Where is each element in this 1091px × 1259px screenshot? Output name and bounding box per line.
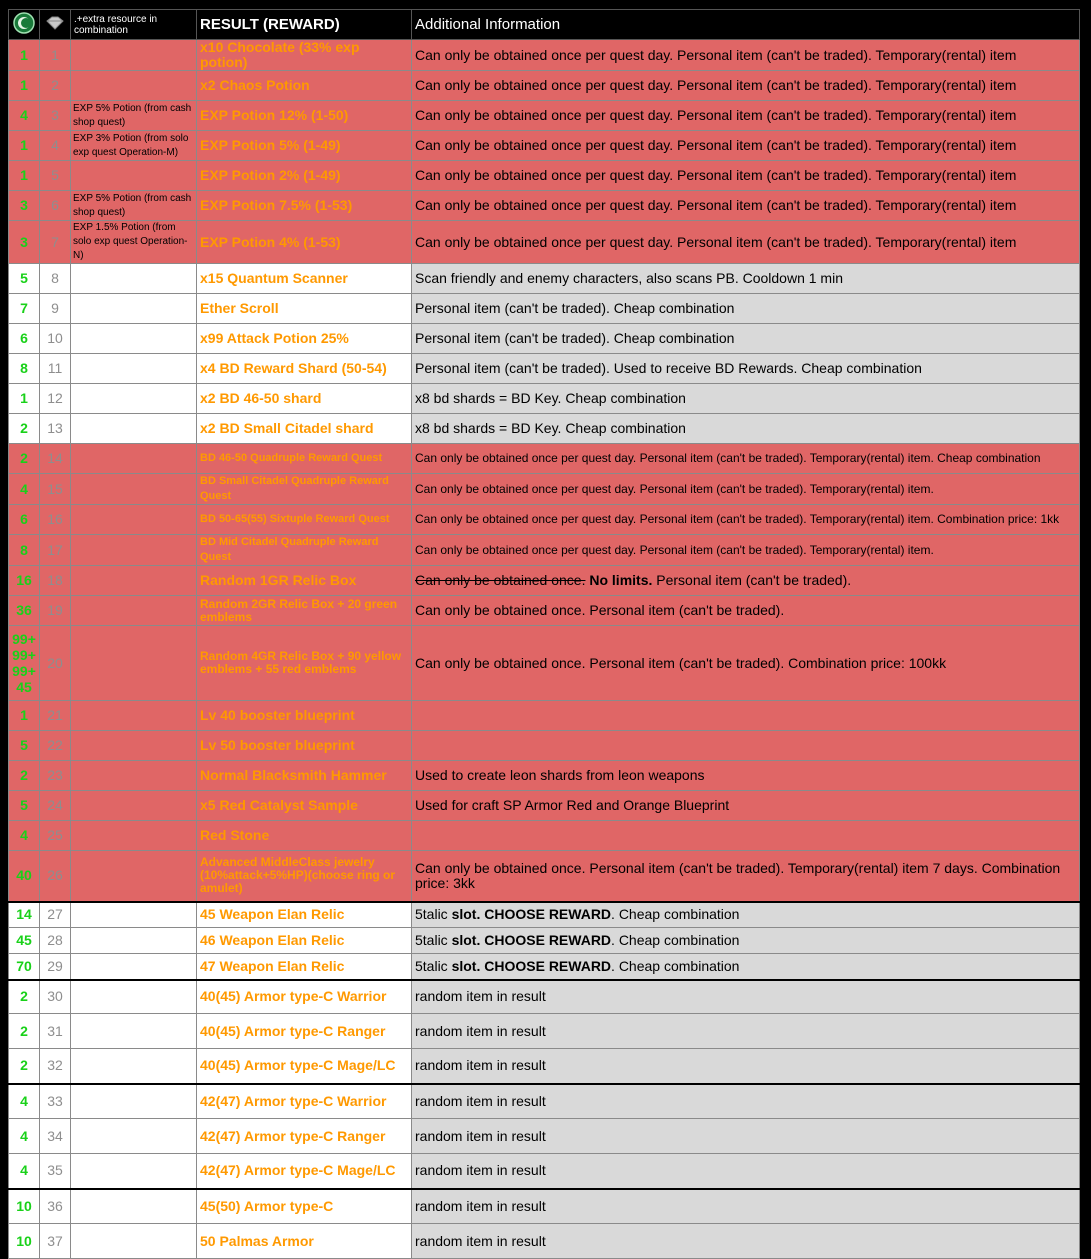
result-reward-cell: BD Mid Citadel Quadruple Reward Quest [197, 535, 412, 566]
result-reward-cell: EXP Potion 5% (1-49) [197, 131, 412, 161]
extra-resource-cell [71, 1014, 197, 1049]
info-bold: No limits. [585, 572, 653, 588]
quantity-cell: 16 [9, 566, 40, 596]
info-text: 5talic [415, 957, 452, 974]
extra-resource-cell [71, 566, 197, 596]
result-reward-cell: 40(45) Armor type-C Ranger [197, 1014, 412, 1049]
extra-resource-cell [71, 1224, 197, 1259]
reward-table [8, 9, 1080, 1259]
additional-info-cell: Personal item (can't be traded). Used to receive BD Rewards. Cheap combination [412, 354, 1080, 384]
result-reward-cell: Ether Scroll [197, 294, 412, 324]
info-text: Personal item (can't be traded). [652, 572, 852, 588]
result-reward-cell: EXP Potion 12% (1-50) [197, 101, 412, 131]
row-number: 20 [40, 626, 71, 701]
result-reward-cell: x4 BD Reward Shard (50-54) [197, 354, 412, 384]
extra-resource-cell [71, 505, 197, 535]
quantity-cell [9, 626, 40, 701]
result-reward-cell: x15 Quantum Scanner [197, 264, 412, 294]
row-number: 35 [40, 1154, 71, 1189]
quantity-cell: 8 [9, 535, 40, 566]
table-row [9, 474, 1080, 505]
row-number: 30 [40, 980, 71, 1014]
table-row [9, 535, 1080, 566]
result-reward-cell: Lv 50 booster blueprint [197, 731, 412, 761]
quantity-cell: 10 [9, 1189, 40, 1224]
additional-info-cell: x8 bd shards = BD Key. Cheap combination [412, 384, 1080, 414]
quantity-cell: 4 [9, 1119, 40, 1154]
result-reward-cell: x10 Chocolate (33% exp potion) [197, 40, 412, 71]
extra-resource-cell [71, 596, 197, 626]
additional-info-cell: Can only be obtained once per quest day. Personal item (can't be traded). Temporary(rental) item [412, 161, 1080, 191]
row-number: 2 [40, 71, 71, 101]
additional-info-cell: random item in result [412, 980, 1080, 1014]
extra-resource-cell [71, 161, 197, 191]
table-row [9, 791, 1080, 821]
quantity-cell: 6 [9, 505, 40, 535]
row-number: 33 [40, 1084, 71, 1119]
quantity-cell: 36 [9, 596, 40, 626]
additional-info-cell: Can only be obtained once. Personal item (can't be traded). Temporary(rental) item 7 days. Combination price: 3kk [412, 851, 1080, 902]
table-row [9, 566, 1080, 596]
quantity-cell: 1 [9, 131, 40, 161]
row-number: 4 [40, 131, 71, 161]
additional-info-cell: random item in result [412, 1224, 1080, 1259]
row-number: 27 [40, 902, 71, 928]
row-number: 17 [40, 535, 71, 566]
row-number: 5 [40, 161, 71, 191]
additional-info-cell: Can only be obtained once per quest day. Personal item (can't be traded). Temporary(rental) item [412, 71, 1080, 101]
quantity-cell: 2 [9, 761, 40, 791]
row-number: 10 [40, 324, 71, 354]
extra-resource-cell [71, 980, 197, 1014]
quantity-cell: 1 [9, 40, 40, 71]
extra-resource-cell [71, 761, 197, 791]
info-text: . Cheap combination [611, 906, 740, 923]
result-reward-cell: EXP Potion 7.5% (1-53) [197, 191, 412, 221]
result-reward-cell: x5 Red Catalyst Sample [197, 791, 412, 821]
result-reward-cell: Random 4GR Relic Box + 90 yellow emblems + 55 red emblems [197, 626, 412, 701]
quantity-cell: 45 [9, 928, 40, 954]
row-number: 7 [40, 221, 71, 264]
quantity-cell: 10 [9, 1224, 40, 1259]
result-reward-cell: 46 Weapon Elan Relic [197, 928, 412, 954]
quantity-cell: 2 [9, 980, 40, 1014]
extra-resource-cell [71, 821, 197, 851]
additional-info-cell [412, 566, 1080, 596]
quantity-cell: 5 [9, 791, 40, 821]
quantity-cell: 4 [9, 1154, 40, 1189]
additional-info-cell: Personal item (can't be traded). Cheap combination [412, 324, 1080, 354]
table-row [9, 1014, 1080, 1049]
row-number: 1 [40, 40, 71, 71]
row-number: 3 [40, 101, 71, 131]
row-number: 37 [40, 1224, 71, 1259]
extra-resource-cell [71, 294, 197, 324]
quantity-cell: 1 [9, 71, 40, 101]
quantity-line: 45 [16, 679, 32, 695]
additional-info-cell: random item in result [412, 1084, 1080, 1119]
quantity-cell: 2 [9, 444, 40, 474]
extra-resource-cell [71, 626, 197, 701]
quantity-cell: 2 [9, 1049, 40, 1084]
extra-resource-cell: EXP 3% Potion (from solo exp quest Operation-M) [71, 131, 197, 161]
header-result: RESULT (REWARD) [197, 10, 412, 40]
info-text: 5talic [415, 906, 452, 923]
row-number: 18 [40, 566, 71, 596]
info-text: 5talic [415, 932, 452, 948]
extra-resource-cell [71, 1084, 197, 1119]
extra-resource-cell [71, 40, 197, 71]
result-reward-cell: BD 50-65(55) Sixtuple Reward Quest [197, 505, 412, 535]
additional-info-cell [412, 731, 1080, 761]
result-reward-cell: 42(47) Armor type-C Warrior [197, 1084, 412, 1119]
row-number: 13 [40, 414, 71, 444]
additional-info-cell: Can only be obtained once per quest day. Personal item (can't be traded). Temporary(rental) item [412, 191, 1080, 221]
table-row [9, 1084, 1080, 1119]
table-row [9, 294, 1080, 324]
table-row [9, 414, 1080, 444]
result-reward-cell: Lv 40 booster blueprint [197, 701, 412, 731]
quantity-cell: 4 [9, 101, 40, 131]
additional-info-cell [412, 821, 1080, 851]
result-reward-cell: x2 BD 46-50 shard [197, 384, 412, 414]
table-row [9, 821, 1080, 851]
row-number: 16 [40, 505, 71, 535]
result-reward-cell: 40(45) Armor type-C Mage/LC [197, 1049, 412, 1084]
quantity-line: 99+ [12, 631, 36, 647]
info-strikethrough: Can only be obtained once. [415, 572, 586, 588]
additional-info-cell [412, 954, 1080, 980]
result-reward-cell: EXP Potion 2% (1-49) [197, 161, 412, 191]
result-reward-cell: 40(45) Armor type-C Warrior [197, 980, 412, 1014]
result-reward-cell: 45 Weapon Elan Relic [197, 902, 412, 928]
row-number: 36 [40, 1189, 71, 1224]
row-number: 11 [40, 354, 71, 384]
extra-resource-cell [71, 384, 197, 414]
row-number: 14 [40, 444, 71, 474]
quantity-cell: 8 [9, 354, 40, 384]
table-row [9, 191, 1080, 221]
additional-info-cell [412, 701, 1080, 731]
table-header [9, 10, 1080, 40]
row-number: 9 [40, 294, 71, 324]
table-row [9, 954, 1080, 980]
quantity-cell: 5 [9, 731, 40, 761]
table-row [9, 101, 1080, 131]
result-reward-cell: BD Small Citadel Quadruple Reward Quest [197, 474, 412, 505]
extra-resource-cell [71, 851, 197, 902]
table-row [9, 161, 1080, 191]
extra-resource-cell: EXP 5% Potion (from cash shop quest) [71, 191, 197, 221]
row-number: 15 [40, 474, 71, 505]
row-number: 24 [40, 791, 71, 821]
quantity-cell: 1 [9, 701, 40, 731]
extra-resource-cell [71, 535, 197, 566]
result-reward-cell: x2 Chaos Potion [197, 71, 412, 101]
extra-resource-cell [71, 928, 197, 954]
table-row [9, 384, 1080, 414]
quantity-cell: 70 [9, 954, 40, 980]
additional-info-cell: random item in result [412, 1014, 1080, 1049]
additional-info-cell: random item in result [412, 1189, 1080, 1224]
table-row [9, 731, 1080, 761]
extra-resource-cell [71, 1154, 197, 1189]
table-row [9, 1049, 1080, 1084]
quantity-cell: 3 [9, 221, 40, 264]
additional-info-cell [412, 928, 1080, 954]
table-row [9, 1224, 1080, 1259]
row-number: 8 [40, 264, 71, 294]
quantity-cell: 2 [9, 1014, 40, 1049]
additional-info-cell: Can only be obtained once per quest day. Personal item (can't be traded). Temporary(rental) item. Cheap combination [412, 444, 1080, 474]
green-emblem-icon [13, 12, 35, 37]
row-number: 6 [40, 191, 71, 221]
info-text: . Cheap combination [611, 932, 740, 948]
table-row [9, 221, 1080, 264]
table-row [9, 1119, 1080, 1154]
result-reward-cell: x99 Attack Potion 25% [197, 324, 412, 354]
header-extra: .+extra resource in combination [71, 10, 197, 40]
extra-resource-cell [71, 474, 197, 505]
additional-info-cell: Can only be obtained once per quest day. Personal item (can't be traded). Temporary(rental) item [412, 40, 1080, 71]
extra-resource-cell [71, 791, 197, 821]
table-row [9, 596, 1080, 626]
row-number: 21 [40, 701, 71, 731]
table-row [9, 851, 1080, 902]
extra-resource-cell [71, 354, 197, 384]
result-reward-cell: Random 2GR Relic Box + 20 green emblems [197, 596, 412, 626]
table-row [9, 761, 1080, 791]
row-number: 29 [40, 954, 71, 980]
quantity-cell: 14 [9, 902, 40, 928]
table-row [9, 701, 1080, 731]
result-reward-cell: 45(50) Armor type-C [197, 1189, 412, 1224]
extra-resource-cell [71, 1119, 197, 1154]
additional-info-cell: x8 bd shards = BD Key. Cheap combination [412, 414, 1080, 444]
extra-resource-cell: EXP 1.5% Potion (from solo exp quest Operation-N) [71, 221, 197, 264]
result-reward-cell: 42(47) Armor type-C Mage/LC [197, 1154, 412, 1189]
additional-info-cell: Can only be obtained once. Personal item (can't be traded). [412, 596, 1080, 626]
table-body [9, 40, 1080, 1259]
quantity-cell: 6 [9, 324, 40, 354]
extra-resource-cell: EXP 5% Potion (from cash shop quest) [71, 101, 197, 131]
extra-resource-cell [71, 414, 197, 444]
quantity-cell: 40 [9, 851, 40, 902]
quantity-cell: 5 [9, 264, 40, 294]
quantity-cell: 3 [9, 191, 40, 221]
quantity-cell: 1 [9, 161, 40, 191]
quantity-cell: 7 [9, 294, 40, 324]
row-number: 22 [40, 731, 71, 761]
table-row [9, 505, 1080, 535]
result-reward-cell: Red Stone [197, 821, 412, 851]
additional-info-cell: Can only be obtained once per quest day. Personal item (can't be traded). Temporary(rental) item [412, 221, 1080, 264]
result-reward-cell: 47 Weapon Elan Relic [197, 954, 412, 980]
extra-resource-cell [71, 71, 197, 101]
table-row [9, 131, 1080, 161]
additional-info-cell [412, 902, 1080, 928]
result-reward-cell: 42(47) Armor type-C Ranger [197, 1119, 412, 1154]
additional-info-cell: Can only be obtained once per quest day. Personal item (can't be traded). Temporary(rental) item. [412, 535, 1080, 566]
reward-table-container [8, 9, 1079, 1259]
result-reward-cell: Random 1GR Relic Box [197, 566, 412, 596]
additional-info-cell: Used to create leon shards from leon weapons [412, 761, 1080, 791]
table-row [9, 626, 1080, 701]
quantity-cell: 4 [9, 474, 40, 505]
additional-info-cell: Used for craft SP Armor Red and Orange Blueprint [412, 791, 1080, 821]
additional-info-cell: random item in result [412, 1154, 1080, 1189]
table-row [9, 902, 1080, 928]
row-number: 23 [40, 761, 71, 791]
table-row [9, 71, 1080, 101]
quantity-cell: 4 [9, 821, 40, 851]
additional-info-cell: Can only be obtained once per quest day. Personal item (can't be traded). Temporary(rental) item [412, 101, 1080, 131]
table-row [9, 928, 1080, 954]
info-bold: slot. CHOOSE REWARD [451, 932, 612, 948]
extra-resource-cell [71, 1189, 197, 1224]
crystal-icon [45, 16, 65, 33]
row-number: 26 [40, 851, 71, 902]
table-row [9, 444, 1080, 474]
table-row [9, 354, 1080, 384]
row-number: 25 [40, 821, 71, 851]
quantity-cell: 1 [9, 384, 40, 414]
result-reward-cell: x2 BD Small Citadel shard [197, 414, 412, 444]
row-number: 34 [40, 1119, 71, 1154]
additional-info-cell: Can only be obtained once per quest day. Personal item (can't be traded). Temporary(rental) item. Combination price: 1kk [412, 505, 1080, 535]
quantity-line: 99+ [12, 663, 36, 679]
extra-resource-cell [71, 444, 197, 474]
additional-info-cell: Personal item (can't be traded). Cheap combination [412, 294, 1080, 324]
quantity-cell: 4 [9, 1084, 40, 1119]
table-row [9, 980, 1080, 1014]
extra-resource-cell [71, 731, 197, 761]
row-number: 28 [40, 928, 71, 954]
extra-resource-cell [71, 902, 197, 928]
quantity-line: 99+ [12, 647, 36, 663]
table-row [9, 324, 1080, 354]
row-number: 19 [40, 596, 71, 626]
additional-info-cell: random item in result [412, 1049, 1080, 1084]
info-bold: slot. CHOOSE REWARD [451, 957, 612, 974]
additional-info-cell: Scan friendly and enemy characters, also scans PB. Cooldown 1 min [412, 264, 1080, 294]
row-number: 12 [40, 384, 71, 414]
table-row [9, 40, 1080, 71]
table-row [9, 1189, 1080, 1224]
table-row [9, 264, 1080, 294]
result-reward-cell: Advanced MiddleClass jewelry (10%attack+5%HP)(choose ring or amulet) [197, 851, 412, 902]
additional-info-cell: Can only be obtained once per quest day. Personal item (can't be traded). Temporary(rental) item [412, 131, 1080, 161]
additional-info-cell: Can only be obtained once. Personal item (can't be traded). Combination price: 100kk [412, 626, 1080, 701]
header-crystal-cell [40, 10, 71, 40]
table-row [9, 1154, 1080, 1189]
header-info: Additional Information [412, 10, 1080, 40]
result-reward-cell: 50 Palmas Armor [197, 1224, 412, 1259]
result-reward-cell: EXP Potion 4% (1-53) [197, 221, 412, 264]
extra-resource-cell [71, 264, 197, 294]
quantity-cell: 2 [9, 414, 40, 444]
result-reward-cell: Normal Blacksmith Hammer [197, 761, 412, 791]
result-reward-cell: BD 46-50 Quadruple Reward Quest [197, 444, 412, 474]
extra-resource-cell [71, 701, 197, 731]
row-number: 32 [40, 1049, 71, 1084]
header-emblem-cell [9, 10, 40, 40]
extra-resource-cell [71, 954, 197, 980]
row-number: 31 [40, 1014, 71, 1049]
additional-info-cell: Can only be obtained once per quest day. Personal item (can't be traded). Temporary(rental) item. [412, 474, 1080, 505]
extra-resource-cell [71, 1049, 197, 1084]
additional-info-cell: random item in result [412, 1119, 1080, 1154]
info-bold: slot. CHOOSE REWARD [451, 906, 612, 923]
extra-resource-cell [71, 324, 197, 354]
info-text: . Cheap combination [611, 957, 740, 974]
